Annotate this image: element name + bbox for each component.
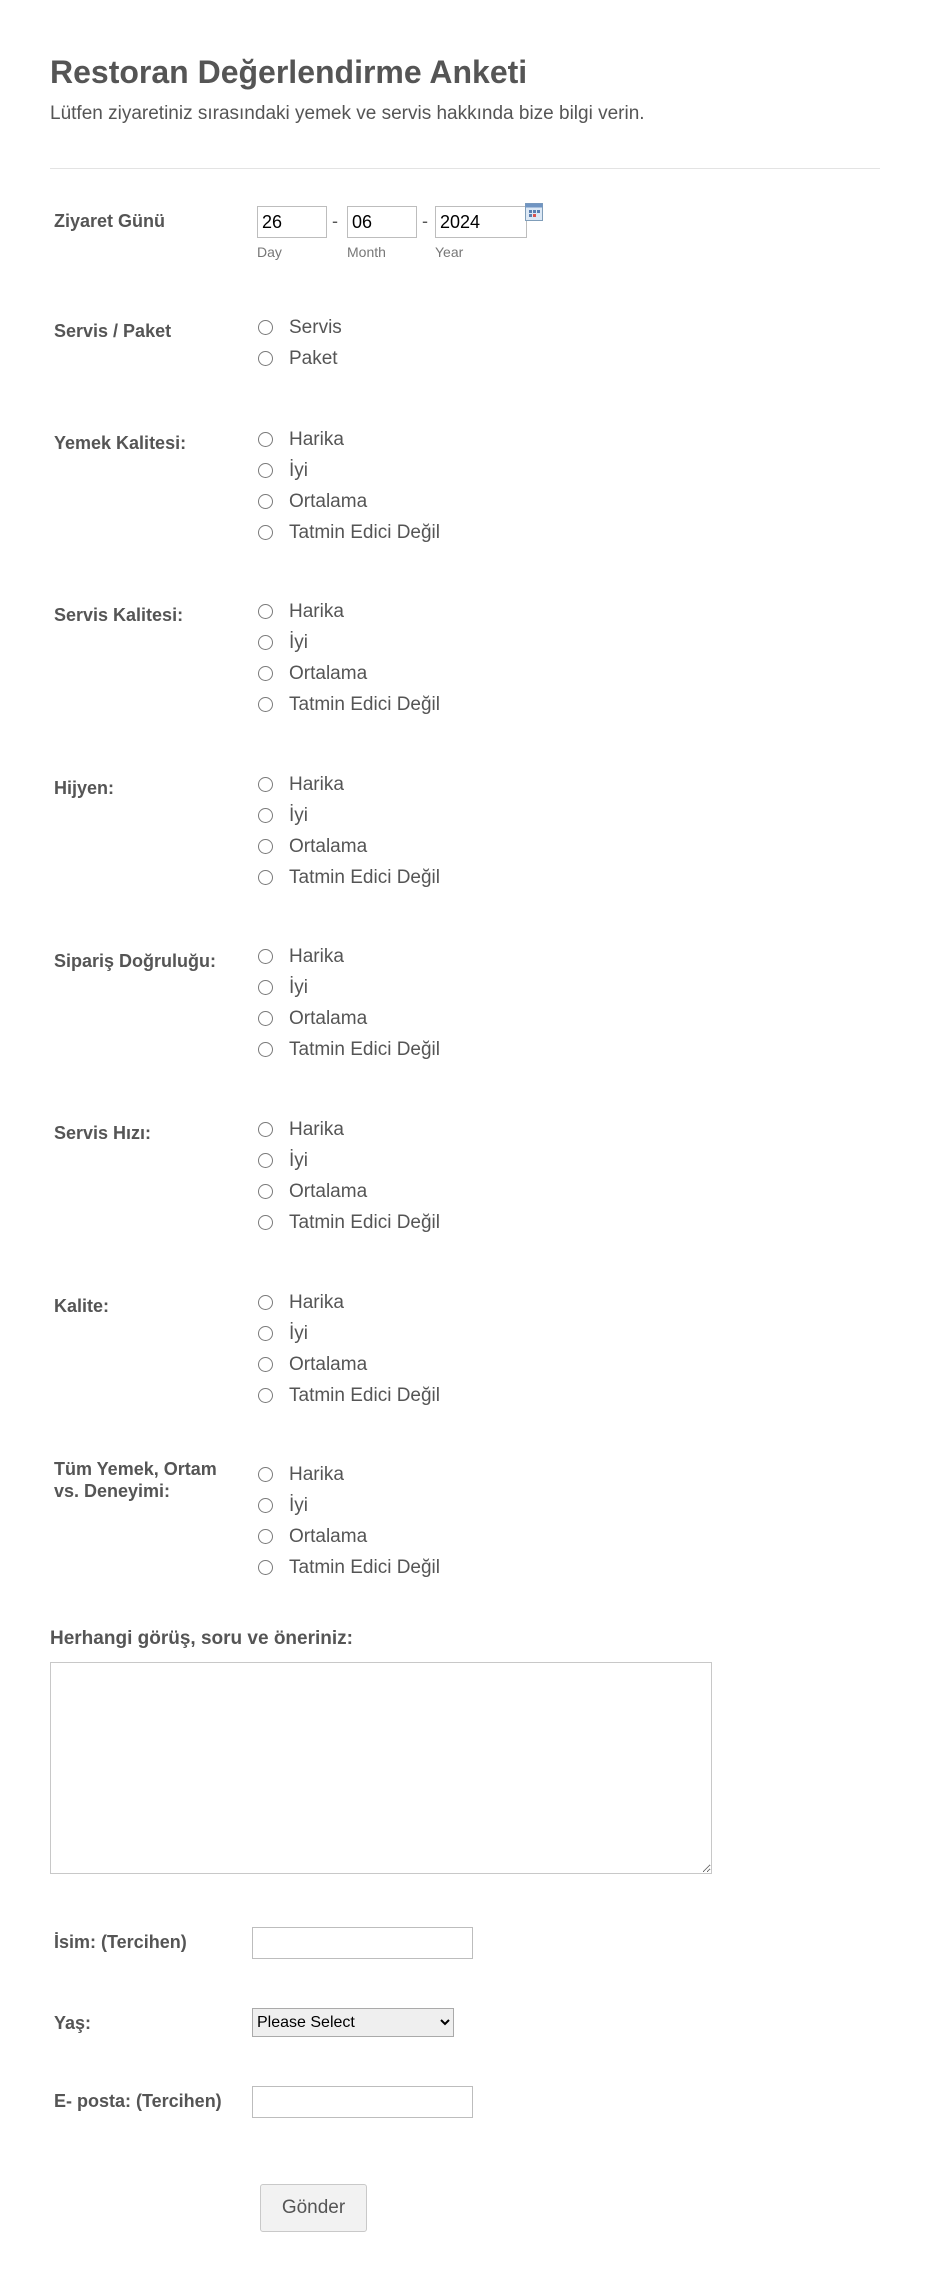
food-quality-label: Yemek Kalitesi: [54, 433, 187, 453]
radio-option[interactable]: Tatmin Edici Değil [258, 1034, 440, 1065]
radio-option[interactable]: Harika [258, 424, 440, 455]
radio-option[interactable]: Harika [258, 596, 440, 627]
radio-option[interactable]: Tatmin Edici Değil [258, 517, 440, 548]
radio-option[interactable]: İyi [258, 1145, 440, 1176]
overall-experience-label [54, 1458, 244, 1502]
name-input[interactable] [252, 1927, 473, 1959]
overall-experience-options [258, 1459, 440, 1583]
calendar-icon[interactable] [525, 203, 543, 221]
overall-label-line1: Tüm Yemek, Ortam [54, 1459, 217, 1479]
radio-option[interactable]: Ortalama [258, 1521, 440, 1552]
radio-option[interactable]: Ortalama [258, 1003, 440, 1034]
service-quality-label: Servis Kalitesi: [54, 605, 184, 625]
radio-option[interactable]: Tatmin Edici Değil [258, 1380, 440, 1411]
hygiene-options [258, 769, 440, 893]
submit-button[interactable]: Gönder [260, 2184, 367, 2232]
radio-button[interactable] [258, 432, 273, 447]
email-label: E- posta: (Tercihen) [54, 2091, 222, 2111]
radio-option[interactable]: İyi [258, 1490, 440, 1521]
radio-button[interactable] [258, 1011, 273, 1026]
quality-label: Kalite: [54, 1296, 110, 1316]
radio-option[interactable]: Tatmin Edici Değil [258, 1207, 440, 1238]
year-sublabel: Year [435, 244, 464, 260]
radio-button[interactable] [258, 635, 273, 650]
overall-label-line2: vs. Deneyimi: [54, 1481, 171, 1501]
radio-button[interactable] [258, 463, 273, 478]
hygiene-label: Hijyen: [54, 778, 115, 798]
day-input[interactable] [257, 206, 327, 238]
radio-button[interactable] [258, 1326, 273, 1341]
radio-button[interactable] [258, 351, 273, 366]
day-sublabel: Day [257, 244, 282, 260]
radio-option[interactable]: İyi [258, 455, 440, 486]
radio-option[interactable]: Paket [258, 343, 342, 374]
service-type-label: Servis / Paket [54, 321, 172, 341]
radio-button[interactable] [258, 1122, 273, 1137]
radio-option[interactable]: Servis [258, 312, 342, 343]
month-input[interactable] [347, 206, 417, 238]
radio-button[interactable] [258, 1184, 273, 1199]
food-quality-options [258, 424, 440, 548]
radio-button[interactable] [258, 697, 273, 712]
page-title: Restoran Değerlendirme Anketi [50, 54, 528, 90]
radio-option[interactable]: Ortalama [258, 1176, 440, 1207]
radio-button[interactable] [258, 1529, 273, 1544]
radio-button[interactable] [258, 1042, 273, 1057]
service-quality-options [258, 596, 440, 720]
date-separator: - [422, 211, 428, 231]
radio-button[interactable] [258, 666, 273, 681]
radio-option[interactable]: Ortalama [258, 831, 440, 862]
service-speed-label: Servis Hızı: [54, 1123, 152, 1143]
radio-button[interactable] [258, 320, 273, 335]
order-accuracy-label: Sipariş Doğruluğu: [54, 951, 216, 971]
header-divider [50, 168, 880, 169]
quality-options [258, 1287, 440, 1411]
radio-option[interactable]: Harika [258, 1287, 440, 1318]
radio-option[interactable]: İyi [258, 1318, 440, 1349]
radio-button[interactable] [258, 839, 273, 854]
radio-button[interactable] [258, 870, 273, 885]
month-sublabel: Month [347, 244, 386, 260]
radio-option[interactable]: Tatmin Edici Değil [258, 1552, 440, 1583]
radio-button[interactable] [258, 808, 273, 823]
age-select[interactable] [252, 2008, 454, 2037]
radio-button[interactable] [258, 1357, 273, 1372]
date-separator: - [332, 211, 338, 231]
radio-option[interactable]: İyi [258, 972, 440, 1003]
year-input[interactable] [435, 206, 527, 238]
age-label: Yaş: [54, 2013, 92, 2033]
radio-button[interactable] [258, 1388, 273, 1403]
radio-option[interactable]: Harika [258, 1459, 440, 1490]
comments-label: Herhangi görüş, soru ve öneriniz: [50, 1628, 353, 1649]
radio-option[interactable]: Tatmin Edici Değil [258, 862, 440, 893]
radio-option[interactable]: Tatmin Edici Değil [258, 689, 440, 720]
radio-option[interactable]: Harika [258, 1114, 440, 1145]
radio-option[interactable]: Harika [258, 941, 440, 972]
radio-option[interactable]: Ortalama [258, 1349, 440, 1380]
radio-button[interactable] [258, 1560, 273, 1575]
radio-button[interactable] [258, 949, 273, 964]
radio-button[interactable] [258, 1498, 273, 1513]
radio-option[interactable]: Ortalama [258, 658, 440, 689]
service-speed-options [258, 1114, 440, 1238]
name-label: İsim: (Tercihen) [54, 1932, 187, 1952]
form-header [50, 52, 880, 126]
radio-button[interactable] [258, 604, 273, 619]
email-input[interactable] [252, 2086, 473, 2118]
radio-button[interactable] [258, 777, 273, 792]
radio-button[interactable] [258, 1467, 273, 1482]
radio-option[interactable]: İyi [258, 627, 440, 658]
radio-option[interactable]: Harika [258, 769, 440, 800]
order-accuracy-options [258, 941, 440, 1065]
page-subtitle: Lütfen ziyaretiniz sırasındaki yemek ve servis hakkında bize bilgi verin. [50, 103, 645, 124]
radio-button[interactable] [258, 980, 273, 995]
radio-button[interactable] [258, 1215, 273, 1230]
radio-option[interactable]: Ortalama [258, 486, 440, 517]
radio-button[interactable] [258, 525, 273, 540]
radio-option[interactable]: İyi [258, 800, 440, 831]
radio-button[interactable] [258, 494, 273, 509]
radio-button[interactable] [258, 1153, 273, 1168]
service-type-options [258, 312, 342, 374]
radio-button[interactable] [258, 1295, 273, 1310]
visit-date-label: Ziyaret Günü [54, 211, 166, 231]
comments-textarea[interactable] [50, 1662, 712, 1874]
